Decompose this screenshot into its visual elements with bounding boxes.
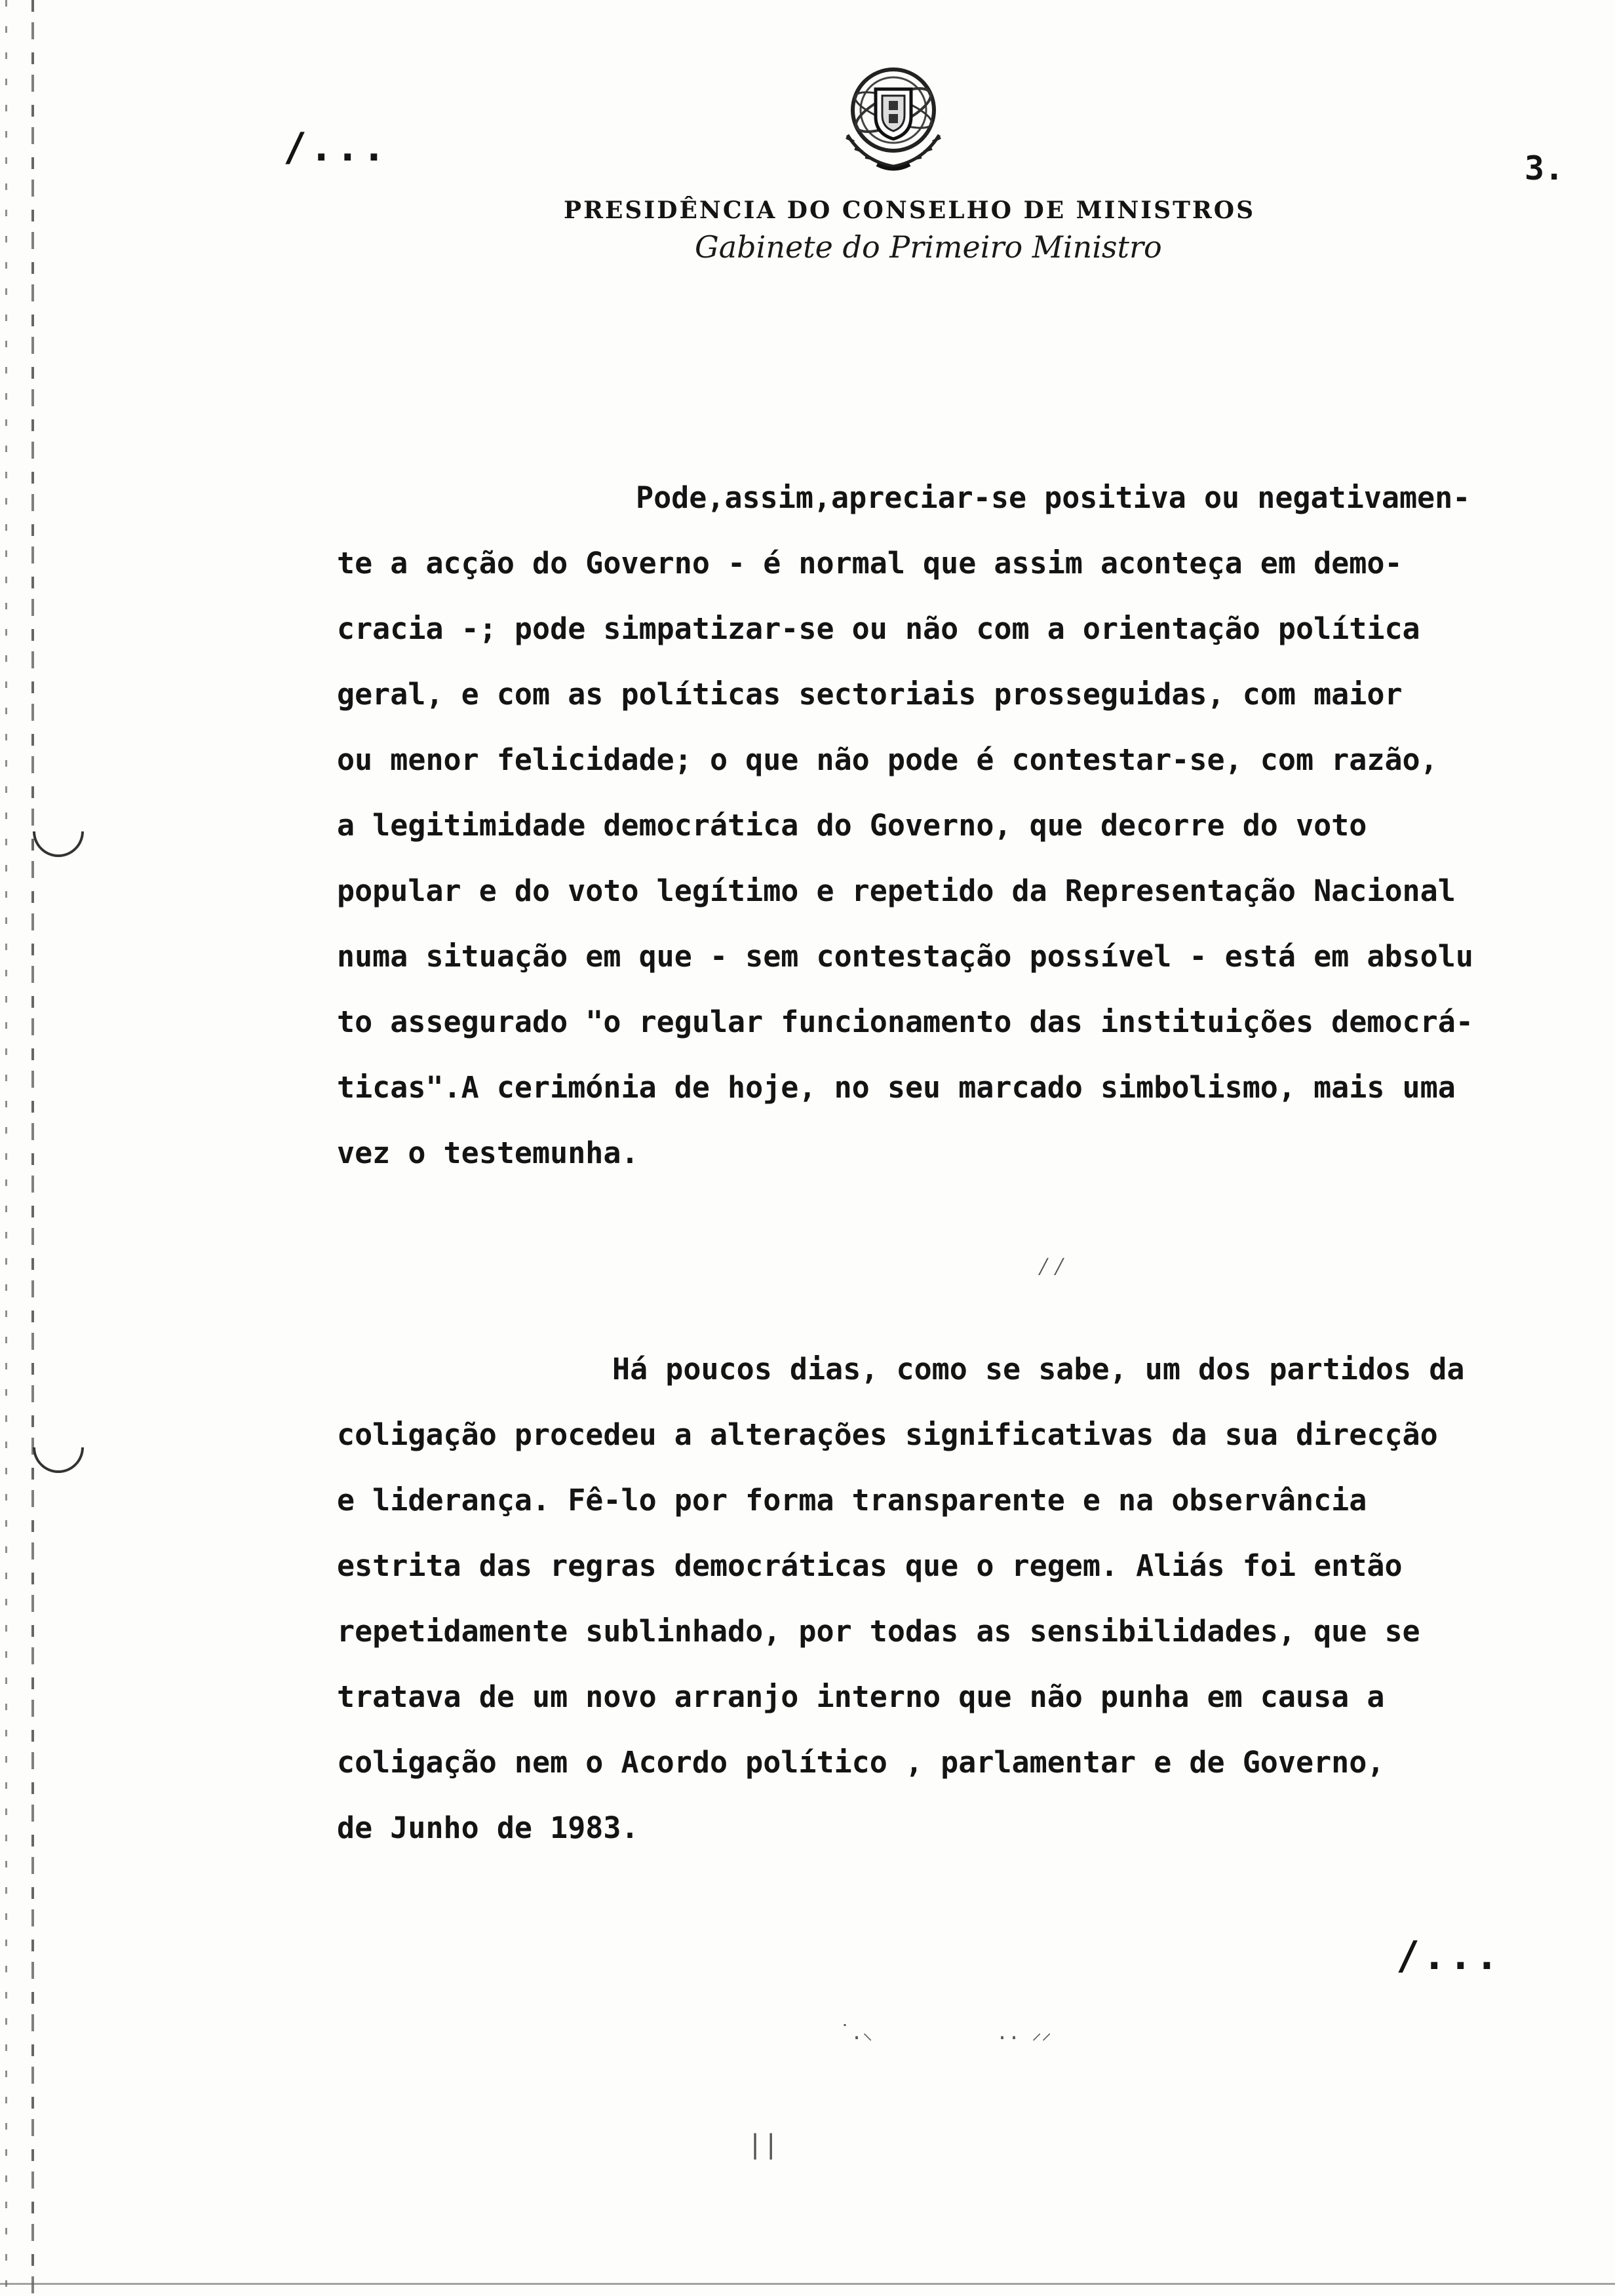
paragraph-line: tratava de um novo arranjo interno que não punha em causa a bbox=[337, 1679, 1385, 1714]
continuation-mark-top: /... bbox=[283, 124, 389, 170]
paragraph-line: e liderança. Fê-lo por forma transparente e na observância bbox=[337, 1483, 1367, 1518]
stray-mark: .. ⸝⸝ bbox=[996, 2021, 1052, 2044]
paragraph-line: Há poucos dias, como se sabe, um dos partidos da bbox=[612, 1352, 1465, 1387]
paragraph-line: coligação procedeu a alterações significativas da sua direcção bbox=[337, 1417, 1438, 1452]
stray-mark: ˙.⸜ bbox=[839, 2021, 873, 2044]
binding-edge-marks bbox=[31, 0, 34, 2296]
paragraph-line: de Junho de 1983. bbox=[337, 1810, 639, 1845]
paragraph-line: vez o testemunha. bbox=[337, 1136, 639, 1170]
binding-edge-marks-outer bbox=[5, 0, 7, 2296]
office-signature-line: Gabinete do Primeiro Ministro bbox=[695, 229, 1162, 265]
paragraph-line: coligação nem o Acordo político , parlamentar e de Governo, bbox=[337, 1745, 1385, 1780]
paragraph-line: to assegurado "o regular funcionamento das instituições democrá- bbox=[337, 1004, 1473, 1039]
paragraph-1 bbox=[337, 465, 1608, 1186]
paragraph-2 bbox=[337, 1337, 1608, 1861]
paragraph-line: geral, e com as políticas sectoriais prosseguidas, com maior bbox=[337, 677, 1403, 712]
paragraph-line: numa situação em que - sem contestação possível - está em absolu bbox=[337, 939, 1473, 974]
bottom-edge-line bbox=[0, 2283, 1615, 2285]
paragraph-line: popular e do voto legítimo e repetido da Representação Nacional bbox=[337, 873, 1456, 908]
paragraph-line: estrita das regras democráticas que o regem. Aliás foi então bbox=[337, 1548, 1403, 1583]
continuation-mark-bottom: /... bbox=[1396, 1933, 1502, 1979]
letterhead-title: PRESIDÊNCIA DO CONSELHO DE MINISTROS bbox=[564, 197, 1256, 224]
stray-mark: || bbox=[747, 2130, 779, 2160]
page-number: 3. bbox=[1525, 149, 1565, 187]
paragraph-line: cracia -; pode simpatizar-se ou não com a orientação política bbox=[337, 611, 1420, 646]
paragraph-line: te a acção do Governo - é normal que assim aconteça em demo- bbox=[337, 546, 1403, 581]
coat-of-arms-emblem bbox=[831, 63, 956, 174]
stray-mark: ⁄⁄ bbox=[1036, 1252, 1068, 1282]
paragraph-line: repetidamente sublinhado, por todas as sensibilidades, que se bbox=[337, 1614, 1420, 1649]
paragraph-line: ticas".A cerimónia de hoje, no seu marcado simbolismo, mais uma bbox=[337, 1070, 1456, 1105]
paragraph-line: ou menor felicidade; o que não pode é contestar-se, com razão, bbox=[337, 742, 1438, 777]
paragraph-line: Pode,assim,apreciar-se positiva ou negativamen- bbox=[636, 480, 1471, 515]
paragraph-line: a legitimidade democrática do Governo, que decorre do voto bbox=[337, 808, 1367, 843]
